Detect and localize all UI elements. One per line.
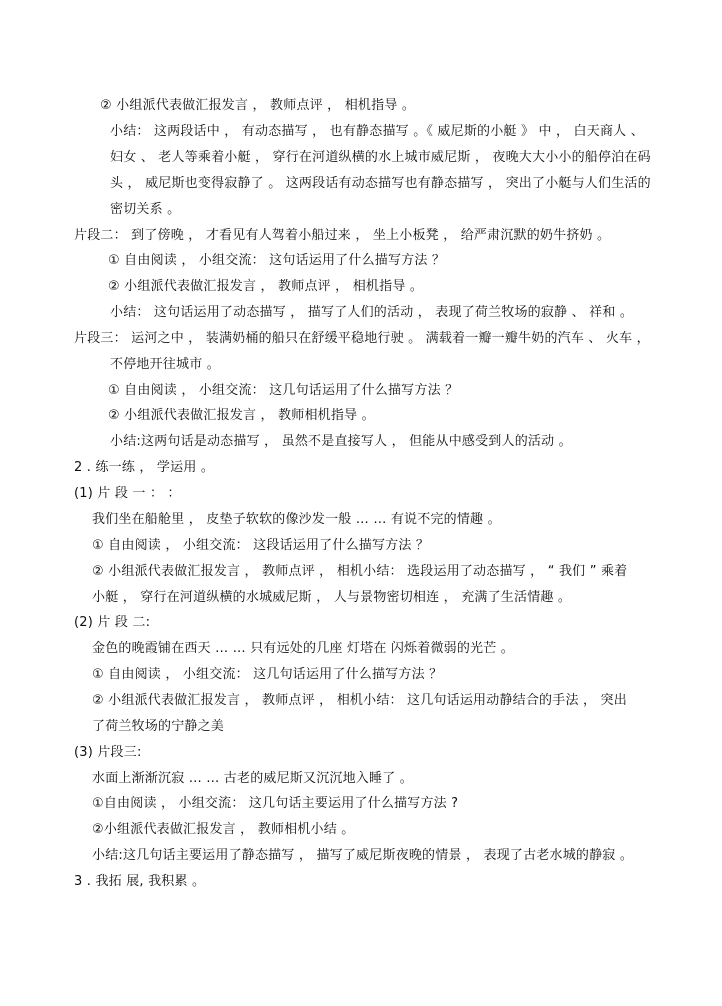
- text-line: ②小组派代表做汇报发言 ， 教师相机小结 。: [92, 822, 355, 837]
- text-line: 小艇 ， 穿行在河道纵横的水城威尼斯 ， 人与景物密切相连 ， 充满了生活情趣 。: [92, 590, 572, 605]
- text-line: ① 自由阅读 ， 小组交流： 这段话运用了什么描写方法 ？: [92, 538, 430, 553]
- text-line: 不停地开往城市 。: [110, 357, 220, 372]
- text-line: 小结： 这两段话中 ， 有动态描写 ， 也有静态描写 。《 威尼斯的小艇 》 中 ， 白天商人 、: [110, 124, 644, 139]
- text-line: 片段三： 运河之中 ， 装满奶桶的船只在舒缓平稳地行驶 。 满载着一瓣一瓣牛奶的汽车 、 火车 ，: [74, 331, 650, 346]
- text-line: 小结:这几句话主要运用了静态描写 ， 描写了威尼斯夜晚的情景 ， 表现了古老水城的静寂 。: [92, 848, 634, 863]
- text-line: ① 自由阅读 ， 小组交流： 这几句话运用了什么描写方法 ？: [108, 383, 459, 398]
- text-line: 妇女 、 老人等乘着小艇 ， 穿行在河道纵横的水上城市威尼斯 ， 夜晚大大小小的船停泊在码: [110, 150, 651, 165]
- text-line: ② 小组派代表做汇报发言 ， 教师点评 ， 相机小结： 选段运用了动态描写 ， “ 我们 ” 乘着: [92, 564, 628, 579]
- text-line: 小结:这两句话是动态描写 ， 虽然不是直接写人 ， 但能从中感受到人的活动 。: [110, 434, 572, 449]
- subsection-heading: (2) 片 段 二:: [74, 615, 151, 630]
- text-line: 我们坐在船舱里 ， 皮垫子软软的像沙发一般 … … 有说不完的情趣 。: [92, 512, 501, 527]
- text-line: ② 小组派代表做汇报发言 ， 教师点评 ， 相机指导 。: [100, 98, 416, 113]
- text-line: ① 自由阅读 ， 小组交流： 这几句话运用了什么描写方法 ？: [92, 667, 443, 682]
- text-line: ①自由阅读 ， 小组交流： 这几句话主要运用了什么描写方法 ?: [92, 796, 459, 811]
- text-line: ② 小组派代表做汇报发言 ， 教师点评 ， 相机指导 。: [108, 279, 424, 294]
- text-line: ② 小组派代表做汇报发言 ， 教师相机指导 。: [108, 408, 375, 423]
- section-heading: 3 . 我拓 展, 我积累 。: [74, 874, 206, 889]
- text-line: 密切关系 。: [110, 202, 181, 217]
- text-line: 金色的晚霞铺在西天 … … 只有远处的几座 灯塔在 闪烁着微弱的光芒 。: [92, 641, 514, 656]
- text-line: 了荷兰牧场的宁静之美: [92, 719, 225, 734]
- section-heading: 2 . 练一练 ， 学运用 。: [74, 460, 215, 475]
- text-line: 水面上渐渐沉寂 … … 古老的威尼斯又沉沉地入睡了 。: [92, 771, 413, 786]
- text-line: 头 ， 威尼斯也变得寂静了 。 这两段话有动态描写也有静态描写 ， 突出了小艇与人们生活的: [110, 176, 651, 191]
- subsection-heading: (1) 片 段 一 ： ：: [74, 486, 181, 501]
- text-line: 小结： 这句话运用了动态描写 ， 描写了人们的活动 ， 表现了荷兰牧场的寂静 、 祥和 。: [110, 305, 634, 320]
- text-line: 片段二： 到了傍晚 ， 才看见有人驾着小船过来 ， 坐上小板凳 ， 给严肃沉默的奶牛挤奶 。: [74, 228, 611, 243]
- subsection-heading: (3) 片段三:: [74, 745, 142, 760]
- text-line: ② 小组派代表做汇报发言 ， 教师点评 ， 相机小结： 这几句话运用动静结合的手法 ， 突出: [92, 693, 627, 708]
- text-line: ① 自由阅读 ， 小组交流： 这句话运用了什么描写方法 ？: [108, 253, 446, 268]
